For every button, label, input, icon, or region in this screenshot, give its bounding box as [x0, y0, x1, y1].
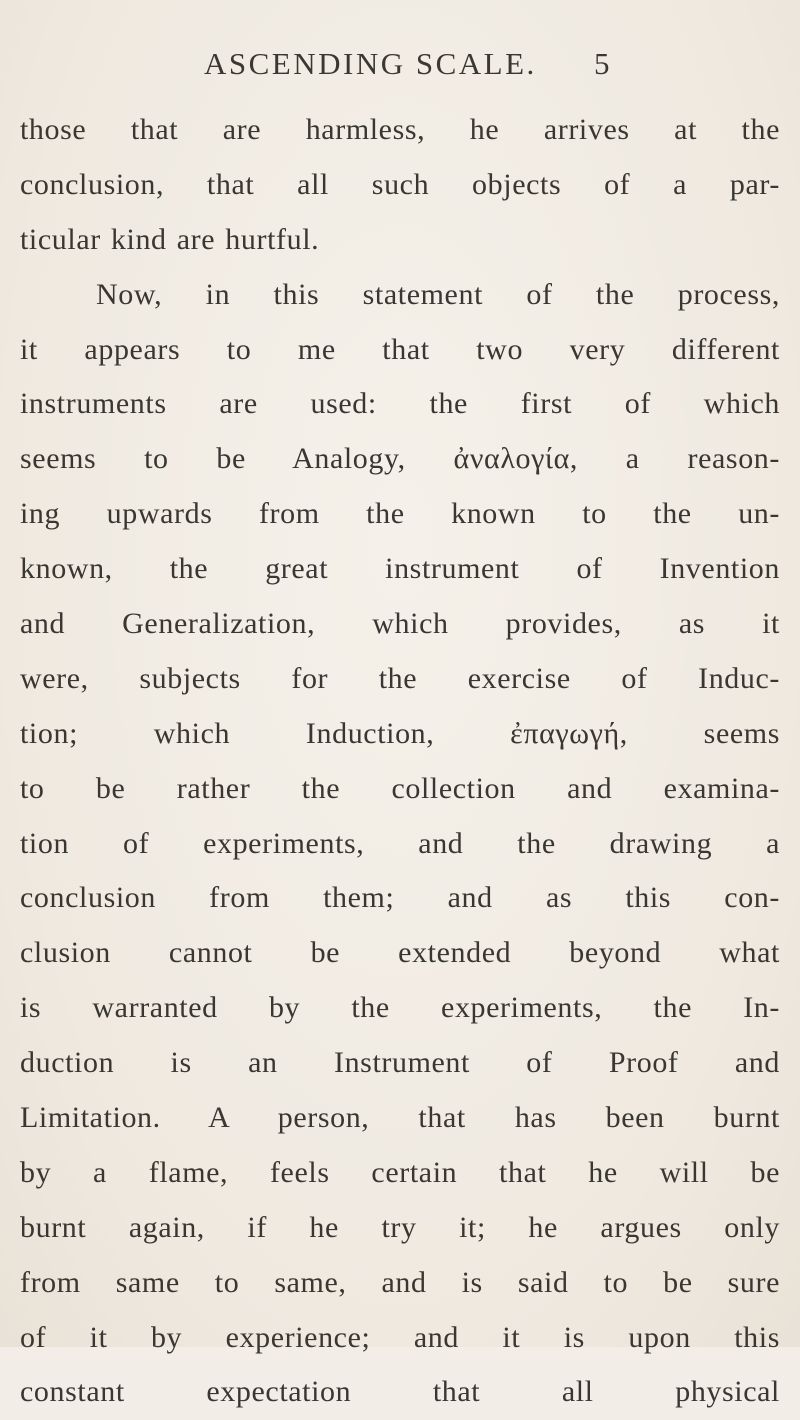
text-line: seems to be Analogy, ἀναλογία, a reason- [20, 442, 780, 476]
text-line: tion; which Induction, ἐπαγωγή, seems [20, 716, 780, 750]
text-line: instruments are used: the first of which [20, 387, 780, 421]
text-line: those that are harmless, he arrives at the [20, 113, 780, 146]
text-line: is warranted by the experiments, the In- [20, 991, 780, 1025]
text-line: Limitation. A person, that has been burnt [20, 1101, 780, 1135]
text-line: were, subjects for the exercise of Induc- [20, 661, 780, 695]
text-line: duction is an Instrument of Proof and [20, 1046, 780, 1080]
text-line: conclusion from them; and as this con- [20, 881, 780, 915]
text-line: tion of experiments, and the drawing a [20, 826, 780, 860]
text-line: ing upwards from the known to the un- [20, 497, 780, 531]
text-line: by a flame, feels certain that he will be [20, 1155, 780, 1189]
text-line: burnt again, if he try it; he argues only [20, 1210, 780, 1244]
text-line: to be rather the collection and examina- [20, 771, 780, 805]
text-line: it appears to me that two very different [20, 332, 780, 366]
running-head: ASCENDING SCALE. [204, 46, 537, 81]
text-line: from same to same, and is said to be sure [20, 1265, 780, 1299]
text-line: constant expectation that all physical [20, 1375, 780, 1409]
page-number: 5 [594, 46, 610, 81]
text-line: of it by experience; and it is upon this [20, 1320, 780, 1354]
text-line: Now, in this statement of the process, [96, 277, 780, 311]
body-text [20, 103, 780, 1420]
text-line: and Generalization, which provides, as it [20, 607, 780, 641]
text-line: conclusion, that all such objects of a par- [20, 167, 780, 201]
text-line: known, the great instrument of Invention [20, 552, 780, 586]
text-line: ticular kind are hurtful. [20, 222, 320, 256]
text-line: clusion cannot be extended beyond what [20, 936, 780, 970]
